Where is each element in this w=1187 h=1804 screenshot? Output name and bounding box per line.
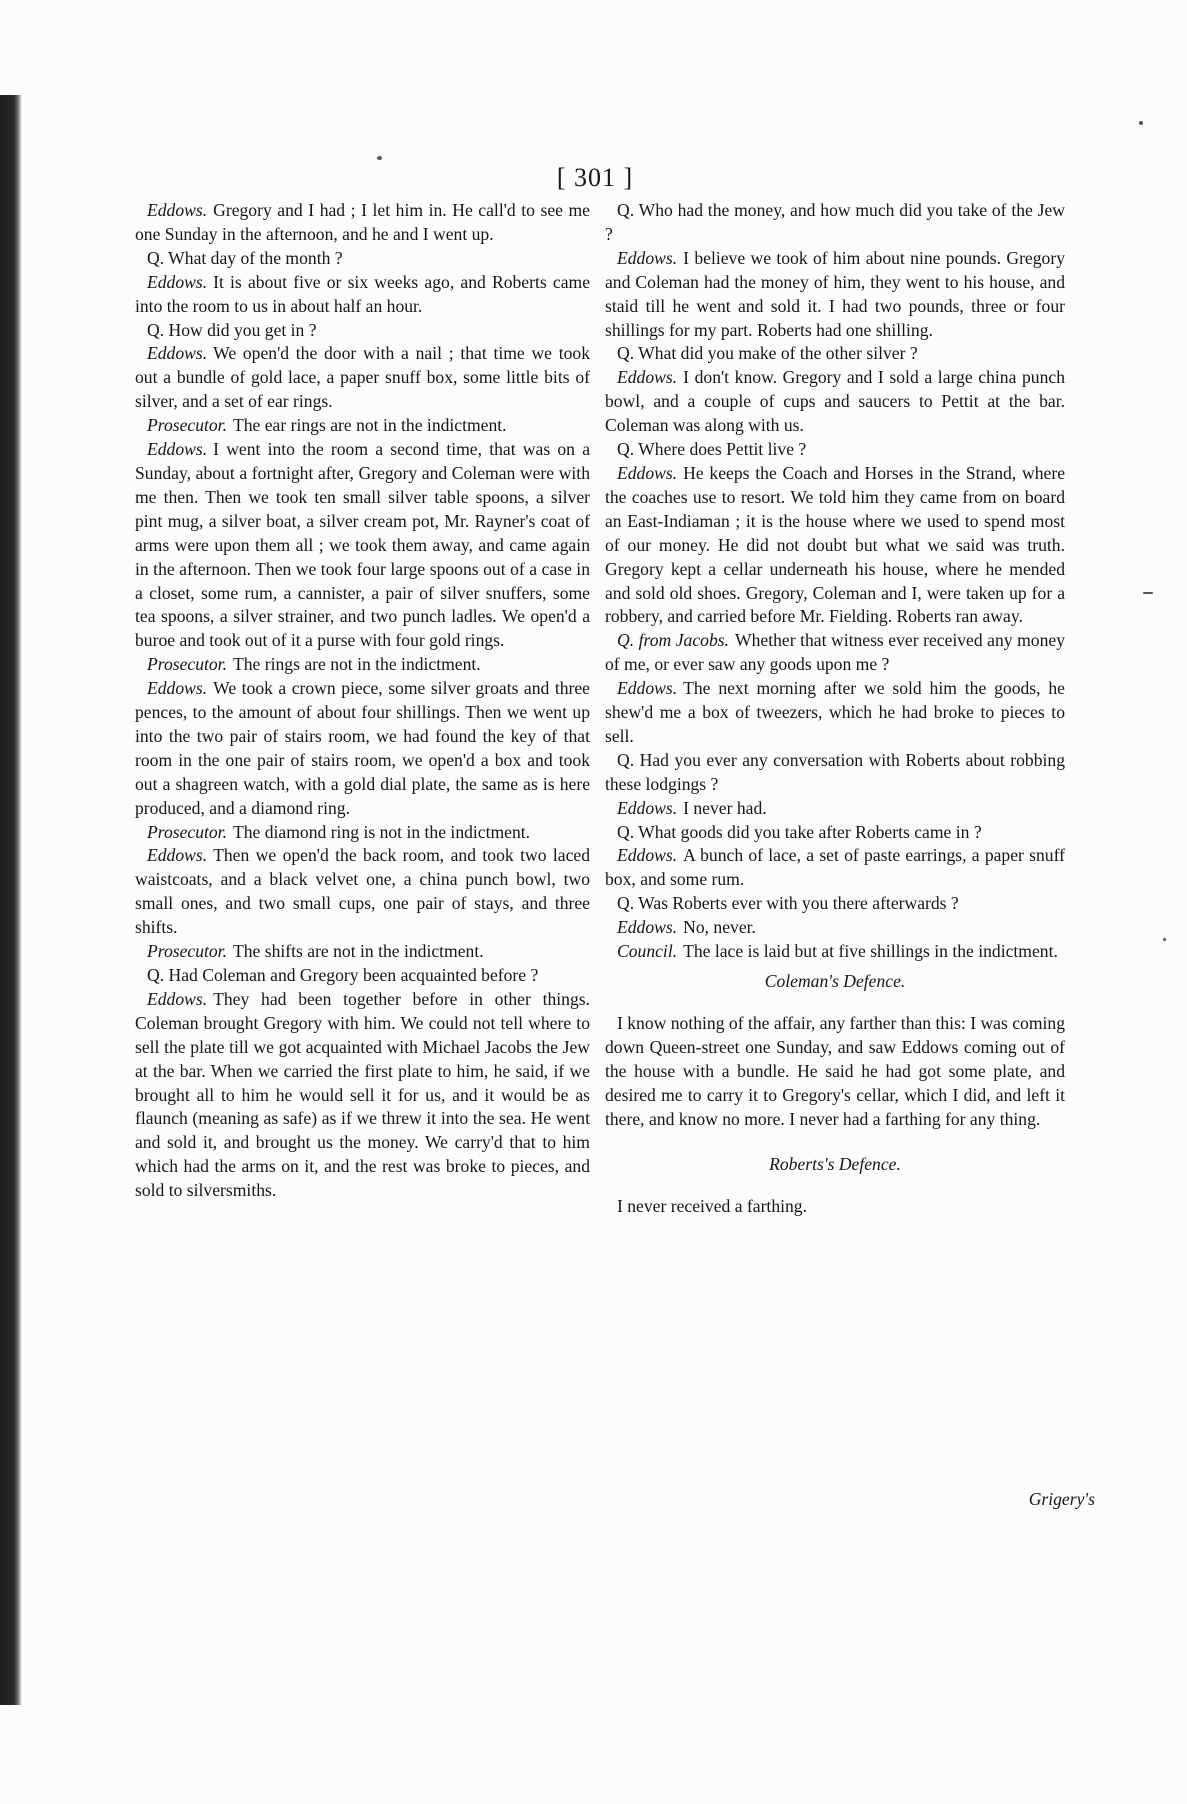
testimony-paragraph bbox=[605, 462, 1065, 629]
testimony-paragraph bbox=[135, 199, 590, 247]
testimony-text: No, never. bbox=[683, 917, 756, 938]
testimony-paragraph bbox=[605, 821, 1065, 845]
testimony-text: The ear rings are not in the indictment. bbox=[232, 415, 507, 436]
speaker-label: Eddows. bbox=[617, 247, 678, 268]
testimony-paragraph bbox=[605, 892, 1065, 916]
testimony-paragraph bbox=[605, 916, 1065, 940]
scan-speck bbox=[377, 156, 382, 160]
speaker-label: Prosecutor. bbox=[147, 821, 227, 842]
testimony-paragraph bbox=[605, 247, 1065, 343]
testimony-text: Then we open'd the back room, and took two laced waistcoats, and a black velvet one, a china punch bowl, two small ones, and two small cups, one pair of stays, and three shifts. bbox=[135, 845, 590, 938]
testimony-paragraph bbox=[605, 797, 1065, 821]
scan-speck bbox=[1163, 938, 1166, 941]
testimony-paragraph bbox=[605, 629, 1065, 677]
testimony-text: Gregory and I had ; I let him in. He call'd to see me one Sunday in the afternoon, and he and I went up. bbox=[135, 200, 590, 244]
speaker-label: Eddows. bbox=[147, 343, 208, 364]
testimony-text: I went into the room a second time, that was on a Sunday, about a fortnight after, Gregory and Coleman were with me then. Then we took ten small silver table spoons, a silver pint mug, a silver boat, a silver cream pot, Mr. Rayner's coat of arms were upon them all ; we took them away, and came again in the afternoon. Then we took four large spoons out of a case in a closet, some rum, a cannister, a pair of silver snuffers, some tea spoons, a silver strainer, and two punch ladles. We open'd a buroe and took out of it a purse with four gold rings. bbox=[135, 439, 590, 651]
coleman-defence-heading: Coleman's Defence. bbox=[764, 971, 906, 991]
testimony-text: Q. What day of the month ? bbox=[147, 247, 343, 268]
testimony-text: I never had. bbox=[683, 797, 767, 818]
speaker-label: Eddows. bbox=[617, 367, 678, 388]
testimony-text: The diamond ring is not in the indictment. bbox=[232, 821, 531, 842]
testimony-paragraph bbox=[135, 988, 590, 1203]
testimony-paragraph bbox=[135, 653, 590, 677]
speaker-label: Eddows. bbox=[147, 988, 208, 1009]
testimony-text: We took a crown piece, some silver groats and three pences, to the amount of about four shillings. Then we went up into the two pair of stairs room, we had found the key of that room in the one pair of stairs room, we open'd a box and took out a shagreen watch, with a gold dial plate, the same as is here produced, and a diamond ring. bbox=[135, 678, 590, 818]
testimony-text: Whether that witness ever received any money of me, or ever saw any goods upon me ? bbox=[605, 630, 1065, 675]
page-number: [ 301 ] bbox=[556, 163, 634, 192]
speaker-label: Council. bbox=[617, 941, 678, 962]
coleman-defence-text: I know nothing of the affair, any farther than this: I was coming down Queen-street one Sunday, and saw Eddows coming out of the house with a bundle. He said he had got some plate, and desired me to carry it to Gregory's cellar, which I did, and left it there, and know no more. I never had a farthing for any thing. bbox=[605, 1012, 1065, 1129]
testimony-paragraph bbox=[605, 199, 1065, 247]
testimony-paragraph bbox=[605, 342, 1065, 366]
testimony-paragraph bbox=[135, 247, 590, 271]
binding-edge bbox=[0, 95, 22, 1705]
testimony-text: Q. Where does Pettit live ? bbox=[617, 439, 807, 460]
testimony-paragraph bbox=[135, 940, 590, 964]
speaker-label: Q. from Jacobs. bbox=[617, 630, 729, 651]
testimony-paragraph bbox=[135, 821, 590, 845]
speaker-label: Eddows. bbox=[147, 271, 208, 292]
testimony-paragraph bbox=[135, 271, 590, 319]
testimony-paragraph bbox=[605, 844, 1065, 892]
speaker-label: Eddows. bbox=[617, 462, 678, 483]
speaker-label: Eddows. bbox=[147, 678, 208, 699]
roberts-defence-heading: Roberts's Defence. bbox=[769, 1154, 901, 1175]
testimony-text: Q. Was Roberts ever with you there afterwards ? bbox=[617, 893, 959, 914]
scan-speck bbox=[1143, 592, 1153, 594]
testimony-text: We open'd the door with a nail ; that time we took out a bundle of gold lace, a paper snuff box, some little bits of silver, and a set of ear rings. bbox=[135, 343, 590, 412]
testimony-text: The shifts are not in the indictment. bbox=[232, 941, 484, 962]
testimony-text: He keeps the Coach and Horses in the Strand, where the coaches use to resort. We told him they came from on board an East-Indiaman ; it is the house where we used to spend most of our money. He did not doubt but what we said was truth. Gregory kept a cellar underneath his house, where he mended and sold old shoes. Gregory, Coleman and I, were taken up for a robbery, and carried before Mr. Fielding. Roberts ran away. bbox=[605, 462, 1065, 627]
testimony-paragraph bbox=[135, 342, 590, 414]
testimony-text: I believe we took of him about nine pounds. Gregory and Coleman had the money of him, they went to his house, and staid till he went and sold it. I had two pounds, three or four shillings for my part. Roberts had one shilling. bbox=[605, 247, 1065, 340]
testimony-paragraph bbox=[135, 319, 590, 343]
testimony-paragraph bbox=[135, 964, 590, 988]
testimony-paragraph bbox=[135, 677, 590, 820]
testimony-text: It is about five or six weeks ago, and Roberts came into the room to us in about half an hour. bbox=[135, 271, 590, 316]
catchword: Grigery's bbox=[1028, 1489, 1095, 1509]
speaker-label: Eddows. bbox=[147, 200, 208, 220]
roberts-defence-text: I never received a farthing. bbox=[617, 1196, 808, 1217]
testimony-paragraph bbox=[135, 438, 590, 653]
speaker-label: Eddows. bbox=[617, 678, 678, 699]
testimony-paragraph bbox=[135, 414, 590, 438]
testimony-text: Q. How did you get in ? bbox=[147, 319, 317, 340]
speaker-label: Eddows. bbox=[147, 845, 208, 866]
testimony-paragraph bbox=[605, 438, 1065, 462]
testimony-paragraph bbox=[605, 366, 1065, 438]
testimony-text: Q. Had you ever any conversation with Roberts about robbing these lodgings ? bbox=[605, 749, 1065, 794]
speaker-label: Eddows. bbox=[617, 845, 678, 866]
testimony-paragraph bbox=[605, 677, 1065, 749]
scan-speck bbox=[1139, 121, 1143, 125]
testimony-paragraph bbox=[605, 749, 1065, 797]
testimony-text: I don't know. Gregory and I sold a large china punch bowl, and a couple of cups and saucers to Pettit at the bar. Coleman was along with us. bbox=[605, 367, 1065, 436]
left-column bbox=[135, 199, 590, 1203]
testimony-text: Q. What goods did you take after Roberts came in ? bbox=[617, 821, 982, 842]
testimony-paragraph bbox=[135, 844, 590, 940]
speaker-label: Eddows. bbox=[617, 917, 678, 938]
speaker-label: Eddows. bbox=[147, 439, 208, 460]
right-column bbox=[605, 199, 1065, 1219]
testimony-text: Q. What did you make of the other silver ? bbox=[617, 343, 918, 364]
testimony-text: They had been together before in other things. Coleman brought Gregory with him. We could not tell where to sell the plate till we got acquainted with Michael Jacobs the Jew at the bar. When we carried the first plate to him, he said, if we brought all to him he would sell it for us, and it would be as flaunch (meaning as safe) as if we threw it into the sea. He went and sold it, and brought us the money. We carry'd that to him which had the arms on it, and the rest was broke to pieces, and sold to silversmiths. bbox=[135, 988, 590, 1201]
testimony-text: The rings are not in the indictment. bbox=[232, 654, 481, 675]
speaker-label: Prosecutor. bbox=[147, 415, 227, 436]
speaker-label: Prosecutor. bbox=[147, 654, 227, 675]
testimony-paragraph bbox=[605, 940, 1065, 964]
right-column-paragraphs bbox=[605, 199, 1065, 964]
speaker-label: Prosecutor. bbox=[147, 941, 227, 962]
testimony-text: A bunch of lace, a set of paste earrings, a paper snuff box, and some rum. bbox=[605, 845, 1065, 890]
testimony-text: Q. Had Coleman and Gregory been acquainted before ? bbox=[147, 965, 539, 985]
testimony-text: Q. Who had the money, and how much did you take of the Jew ? bbox=[605, 200, 1065, 244]
speaker-label: Eddows. bbox=[617, 797, 678, 818]
testimony-text: The lace is laid but at five shillings in the indictment. bbox=[683, 941, 1058, 962]
testimony-text: The next morning after we sold him the goods, he shew'd me a box of tweezers, which he had broke to pieces to sell. bbox=[605, 678, 1065, 746]
